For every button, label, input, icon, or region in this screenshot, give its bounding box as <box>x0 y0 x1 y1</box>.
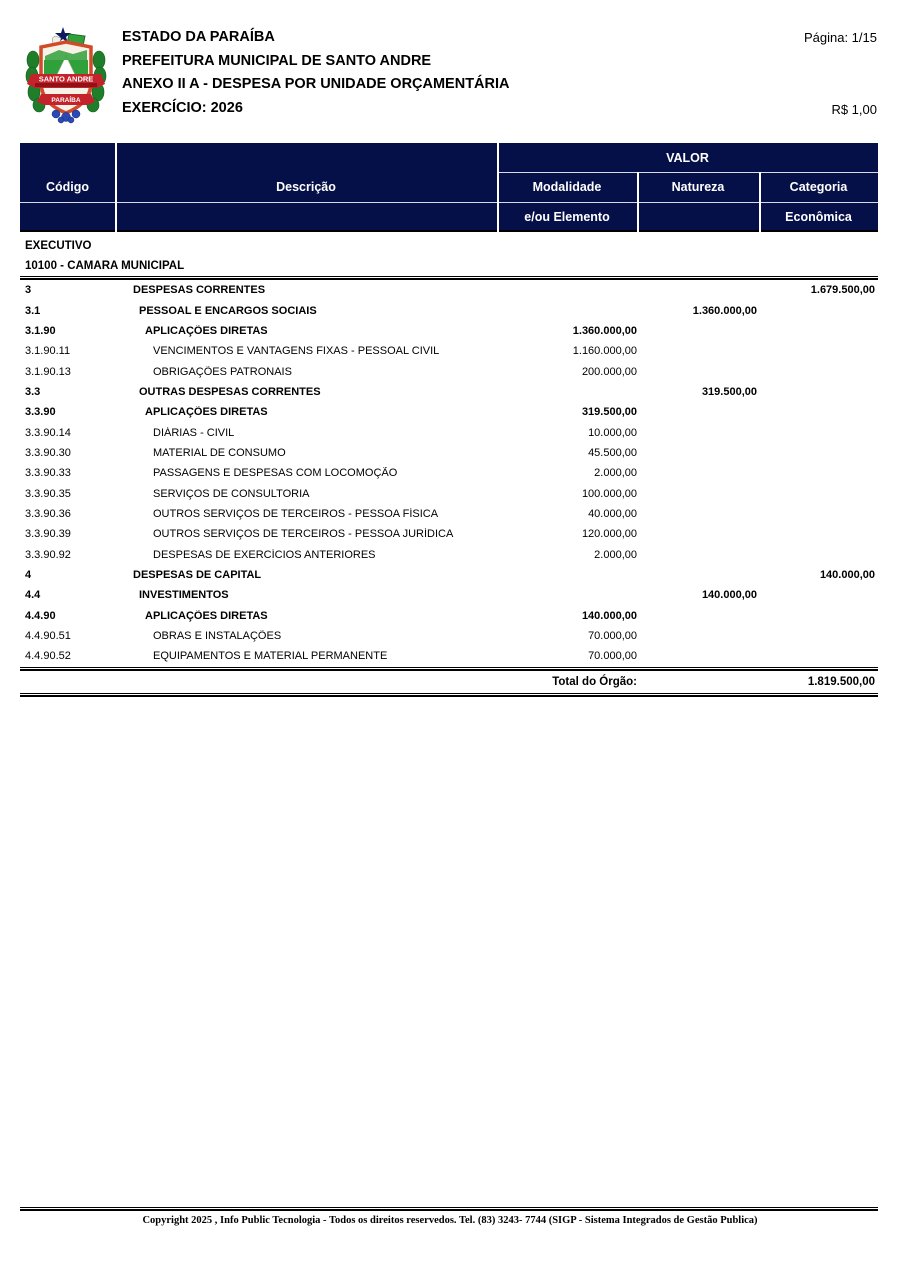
header-divider <box>497 143 499 232</box>
row-code: 3.1 <box>25 304 41 317</box>
row-code: 3.3.90.35 <box>25 487 71 500</box>
row-description: MATERIAL DE CONSUMO <box>153 446 286 459</box>
row-description: PESSOAL E ENCARGOS SOCIAIS <box>139 304 317 317</box>
row-modalidade-value: 70.000,00 <box>588 650 637 663</box>
header-divider <box>497 172 878 173</box>
row-description: DESPESAS DE CAPITAL <box>133 568 262 581</box>
logo-state-name: PARAÍBA <box>51 97 81 104</box>
row-modalidade-value: 70.000,00 <box>588 630 637 643</box>
row-code: 4 <box>25 568 32 581</box>
row-code: 3.3.90.30 <box>25 446 71 459</box>
table-header <box>20 143 878 232</box>
row-code: 3 <box>25 284 32 297</box>
row-description: OUTROS SERVIÇOS DE TERCEIROS - PESSOA FÍSICA <box>153 507 439 520</box>
row-modalidade-value: 2.000,00 <box>594 467 637 480</box>
report-title-block <box>122 26 510 121</box>
table-row <box>20 483 878 503</box>
row-modalidade-value: 319.500,00 <box>581 406 637 419</box>
column-header-modalidade: Modalidade <box>532 180 602 194</box>
municipality-name: PREFEITURA MUNICIPAL DE SANTO ANDRE <box>122 52 432 69</box>
table-row <box>20 585 878 605</box>
fiscal-year: EXERCÍCIO: 2026 <box>122 100 243 117</box>
row-description: DIÁRIAS - CIVIL <box>153 426 235 439</box>
column-header-categoria-sub: Econômica <box>785 210 852 224</box>
table-row <box>20 504 878 524</box>
row-categoria-value: 1.679.500,00 <box>810 284 875 297</box>
row-modalidade-value: 200.000,00 <box>581 365 637 378</box>
row-description: PASSAGENS E DESPESAS COM LOCOMOÇÃO <box>153 467 398 480</box>
name-ribbon <box>27 74 105 88</box>
table-row <box>20 422 878 442</box>
row-code: 3.3.90.39 <box>25 528 71 541</box>
row-code: 3.3.90.14 <box>25 426 71 439</box>
row-modalidade-value: 40.000,00 <box>588 507 637 520</box>
row-description: VENCIMENTOS E VANTAGENS FIXAS - PESSOAL CIVIL <box>153 345 440 358</box>
row-natureza-value: 1.360.000,00 <box>692 304 757 317</box>
row-code: 3.3.90.92 <box>25 548 71 561</box>
table-row <box>20 321 878 341</box>
footer-rule <box>20 1207 878 1211</box>
row-code: 3.1.90 <box>25 324 56 337</box>
table-row <box>20 626 878 646</box>
section-label-power: EXECUTIVO <box>25 240 92 252</box>
row-description: SERVIÇOS DE CONSULTORIA <box>153 487 310 500</box>
column-header-categoria: Categoria <box>789 180 848 194</box>
row-natureza-value: 319.500,00 <box>701 385 757 398</box>
currency-unit: R$ 1,00 <box>831 102 877 117</box>
column-header-valor: VALOR <box>666 150 709 165</box>
header-divider <box>20 202 878 203</box>
table-row <box>20 463 878 483</box>
table-row <box>20 524 878 544</box>
row-modalidade-value: 2.000,00 <box>594 548 637 561</box>
header-divider <box>115 143 117 232</box>
total-row <box>20 671 878 693</box>
row-modalidade-value: 120.000,00 <box>581 528 637 541</box>
row-modalidade-value: 140.000,00 <box>581 609 637 622</box>
row-modalidade-value: 100.000,00 <box>581 487 637 500</box>
table-row <box>20 382 878 402</box>
table-row <box>20 443 878 463</box>
row-modalidade-value: 45.500,00 <box>588 446 637 459</box>
table-row <box>20 646 878 666</box>
table-row <box>20 565 878 585</box>
table-row <box>20 361 878 381</box>
budget-rows <box>20 280 878 667</box>
total-rule-bottom <box>20 693 878 697</box>
row-modalidade-value: 10.000,00 <box>588 426 637 439</box>
row-code: 4.4.90.52 <box>25 650 71 663</box>
column-header-codigo: Código <box>45 180 90 194</box>
state-ribbon <box>37 94 95 105</box>
row-code: 4.4 <box>25 589 41 602</box>
table-body <box>20 236 878 697</box>
table-row <box>20 544 878 564</box>
row-description: OBRAS E INSTALAÇÕES <box>153 630 282 643</box>
row-categoria-value: 140.000,00 <box>819 568 875 581</box>
table-row <box>20 341 878 361</box>
table-row <box>20 280 878 300</box>
page-number: Página: 1/15 <box>803 30 877 45</box>
column-header-modalidade-sub: e/ou Elemento <box>524 210 610 224</box>
table-row <box>20 402 878 422</box>
row-code: 3.3.90 <box>25 406 56 419</box>
row-code: 3.1.90.11 <box>25 345 71 358</box>
state-name: ESTADO DA PARAÍBA <box>122 29 275 45</box>
row-description: EQUIPAMENTOS E MATERIAL PERMANENTE <box>153 650 388 663</box>
row-code: 3.3.90.36 <box>25 507 71 520</box>
section-label-unit: 10100 - CAMARA MUNICIPAL <box>25 260 185 272</box>
total-value: 1.819.500,00 <box>807 675 875 688</box>
row-description: APLICAÇÕES DIRETAS <box>145 324 268 337</box>
row-code: 3.1.90.13 <box>25 365 71 378</box>
row-modalidade-value: 1.160.000,00 <box>572 345 637 358</box>
row-description: INVESTIMENTOS <box>139 589 229 602</box>
row-code: 4.4.90 <box>25 609 56 622</box>
row-description: OBRIGAÇÕES PATRONAIS <box>153 365 292 378</box>
row-description: DESPESAS DE EXERCÍCIOS ANTERIORES <box>153 548 376 561</box>
total-label: Total do Órgão: <box>552 675 637 688</box>
municipal-crest-logo <box>25 26 107 126</box>
row-code: 4.4.90.51 <box>25 630 71 643</box>
column-header-natureza: Natureza <box>671 180 725 194</box>
row-natureza-value: 140.000,00 <box>701 589 757 602</box>
row-description: OUTROS SERVIÇOS DE TERCEIROS - PESSOA JURÍDICA <box>153 528 454 541</box>
logo-city-name: SANTO ANDRE <box>38 74 94 84</box>
row-modalidade-value: 1.360.000,00 <box>572 324 637 337</box>
row-code: 3.3.90.33 <box>25 467 71 480</box>
row-code: 3.3 <box>25 385 41 398</box>
report-title: ANEXO II A - DESPESA POR UNIDADE ORÇAMENTÁRIA <box>122 76 510 93</box>
footer-copyright: Copyright 2025 , Info Public Tecnologia - Todos os direitos reservedos. Tel. (83) 3243- 7744 (SIGP - Sistema Integrados de Gestão Publica) <box>142 1215 758 1226</box>
table-row <box>20 606 878 626</box>
row-description: OUTRAS DESPESAS CORRENTES <box>139 385 321 398</box>
row-description: APLICAÇÕES DIRETAS <box>145 406 268 419</box>
row-description: APLICAÇÕES DIRETAS <box>145 609 268 622</box>
table-row <box>20 300 878 320</box>
column-header-descricao: Descrição <box>276 180 336 194</box>
row-description: DESPESAS CORRENTES <box>133 284 266 297</box>
